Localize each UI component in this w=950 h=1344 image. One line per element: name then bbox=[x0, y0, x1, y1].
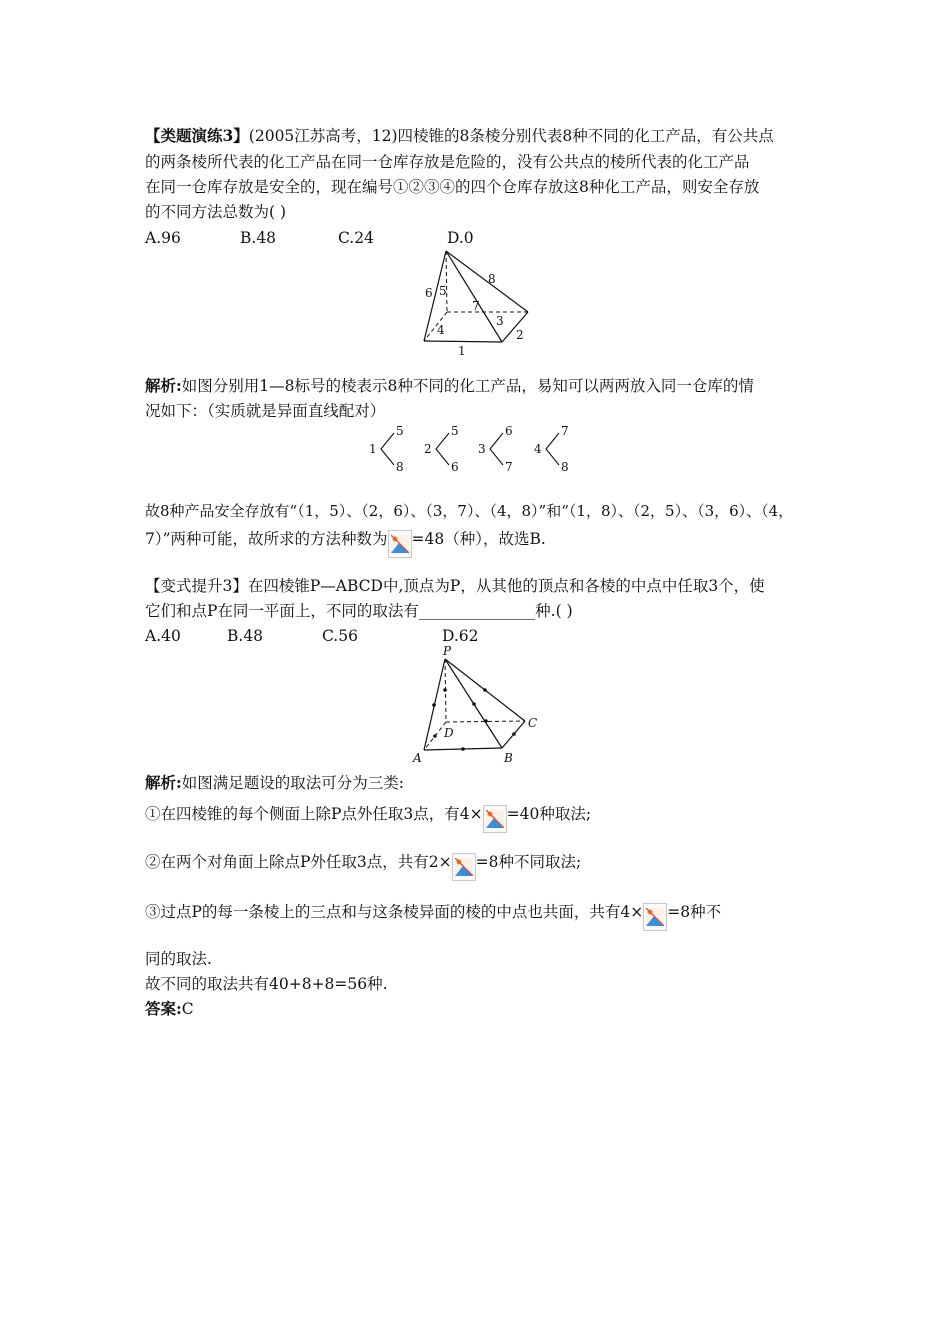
midpoint-PB bbox=[472, 702, 476, 706]
solution1-line3: 故8种产品安全存放有“（1，5）、（2，6）、（3，7）、（4，8）”和“（1，8）、（2，5）、（3，6）、（4， bbox=[145, 502, 794, 520]
pair4-top: 7 bbox=[561, 424, 569, 438]
problem2-line1: 【变式提升3】在四棱锥P—ABCD中,顶点为P，从其他的顶点和各棱的中点中任取3个，使 bbox=[145, 577, 765, 595]
solution2-case1: ①在四棱锥的每个侧面上除P点外任取3点，有4× =40种取法; bbox=[145, 801, 591, 829]
pair2-top: 5 bbox=[451, 424, 459, 438]
solution2-intro: 解析:如图满足题设的取法可分为三类: bbox=[145, 773, 404, 792]
solution2-case3: ③过点P的每一条棱上的三点和与这条棱异面的棱的中点也共面，共有4× =8种不 bbox=[145, 899, 721, 927]
solution1-label: 解析: bbox=[145, 376, 182, 395]
midpoint-PC bbox=[483, 688, 487, 692]
solution2-label: 解析: bbox=[145, 773, 182, 792]
problem1-line2: 的两条棱所代表的化工产品在同一仓库存放是危险的，没有公共点的棱所代表的化工产品 bbox=[145, 153, 750, 171]
problem1-option-a: A.96 bbox=[145, 229, 181, 247]
edge-7 bbox=[446, 251, 502, 342]
edge-8 bbox=[446, 251, 528, 312]
problem2-option-c: C.56 bbox=[322, 627, 358, 645]
pyramid-figure-1 bbox=[410, 246, 540, 360]
pair2-bottom: 6 bbox=[451, 460, 459, 474]
solution1-line2: 况如下：（实质就是异面直线配对） bbox=[145, 402, 386, 420]
edge-label-3: 3 bbox=[496, 314, 504, 328]
midpoint-PA bbox=[432, 703, 436, 707]
edge-2 bbox=[502, 312, 528, 342]
midpoint-AB bbox=[461, 747, 465, 751]
pair4-bottom: 8 bbox=[561, 460, 569, 474]
midpoint-DC bbox=[484, 719, 488, 723]
midpoint-PD bbox=[443, 688, 447, 692]
pair3-bottom: 7 bbox=[505, 460, 513, 474]
formula-image-icon bbox=[388, 530, 412, 558]
edge-label-2: 2 bbox=[516, 328, 524, 342]
vertex-label-b: B bbox=[504, 751, 513, 765]
edge-label-7: 7 bbox=[472, 299, 480, 313]
problem2-option-b: B.48 bbox=[227, 627, 264, 645]
answer-label: 答案: bbox=[145, 999, 182, 1018]
pair2-left: 2 bbox=[424, 442, 432, 456]
problem2-option-a: A.40 bbox=[145, 627, 181, 645]
problem2-option-d: D.62 bbox=[442, 627, 479, 645]
solution2-total: 故不同的取法共有40+8+8=56种. bbox=[145, 975, 388, 993]
edge-label-6: 6 bbox=[425, 286, 433, 300]
midpoint-AD bbox=[433, 734, 437, 738]
vertex-label-c: C bbox=[528, 716, 538, 730]
problem2-header: 【变式提升3】 bbox=[145, 577, 248, 595]
vertex-label-a: A bbox=[413, 751, 422, 765]
edge-1 bbox=[424, 341, 502, 342]
solution2-case3-cont: 同的取法. bbox=[145, 950, 212, 968]
pair3-top: 6 bbox=[505, 424, 513, 438]
solution1-line4: 7）”两种可能，故所求的方法种数为 =48（种），故选B. bbox=[145, 526, 546, 554]
formula-image-icon bbox=[483, 805, 507, 833]
edge-label-1: 1 bbox=[458, 344, 466, 358]
vertex-label-p: P bbox=[443, 644, 452, 658]
pyramid-figure-2 bbox=[404, 642, 554, 766]
pair4-left: 4 bbox=[534, 442, 542, 456]
edge-5 bbox=[446, 251, 447, 312]
solution1-line1: 解析:如图分别用1—8标号的棱表示8种不同的化工产品，易知可以两两放入同一仓库的情 bbox=[145, 376, 754, 395]
answer-value: C bbox=[181, 1000, 194, 1018]
formula-image-icon bbox=[452, 853, 476, 881]
problem1-line4: 的不同方法总数为( ) bbox=[145, 203, 287, 221]
pair1-left: 1 bbox=[369, 442, 377, 456]
problem1-line3: 在同一仓库存放是安全的，现在编号①②③④的四个仓库存放这8种化工产品，则安全存放 bbox=[145, 178, 760, 196]
problem1-option-b: B.48 bbox=[240, 229, 277, 247]
vertex-label-d: D bbox=[444, 726, 454, 740]
pair3-left: 3 bbox=[478, 442, 486, 456]
pairing-diagram bbox=[366, 422, 586, 476]
formula-image-icon bbox=[643, 903, 667, 931]
edge-label-8: 8 bbox=[488, 272, 496, 286]
answer-line bbox=[145, 997, 194, 1021]
pair1-top: 5 bbox=[396, 424, 404, 438]
problem2-line2: 它们和点P在同一平面上，不同的取法有_______________种.( ) bbox=[145, 602, 573, 620]
edge-label-5: 5 bbox=[439, 284, 447, 298]
problem1-header: 【类题演练3】 bbox=[145, 126, 249, 145]
solution2-case2: ②在两个对角面上除点P外任取3点，共有2× =8种不同取法; bbox=[145, 849, 581, 877]
problem1-line1: 【类题演练3】(2005江苏高考，12)四棱锥的8条棱分别代表8种不同的化工产品，有公共点 bbox=[145, 126, 774, 145]
edge-label-4: 4 bbox=[437, 323, 445, 337]
pair1-bottom: 8 bbox=[396, 460, 404, 474]
problem1-option-c: C.24 bbox=[338, 229, 374, 247]
midpoint-BC bbox=[512, 732, 516, 736]
problem1-option-d: D.0 bbox=[447, 229, 474, 247]
